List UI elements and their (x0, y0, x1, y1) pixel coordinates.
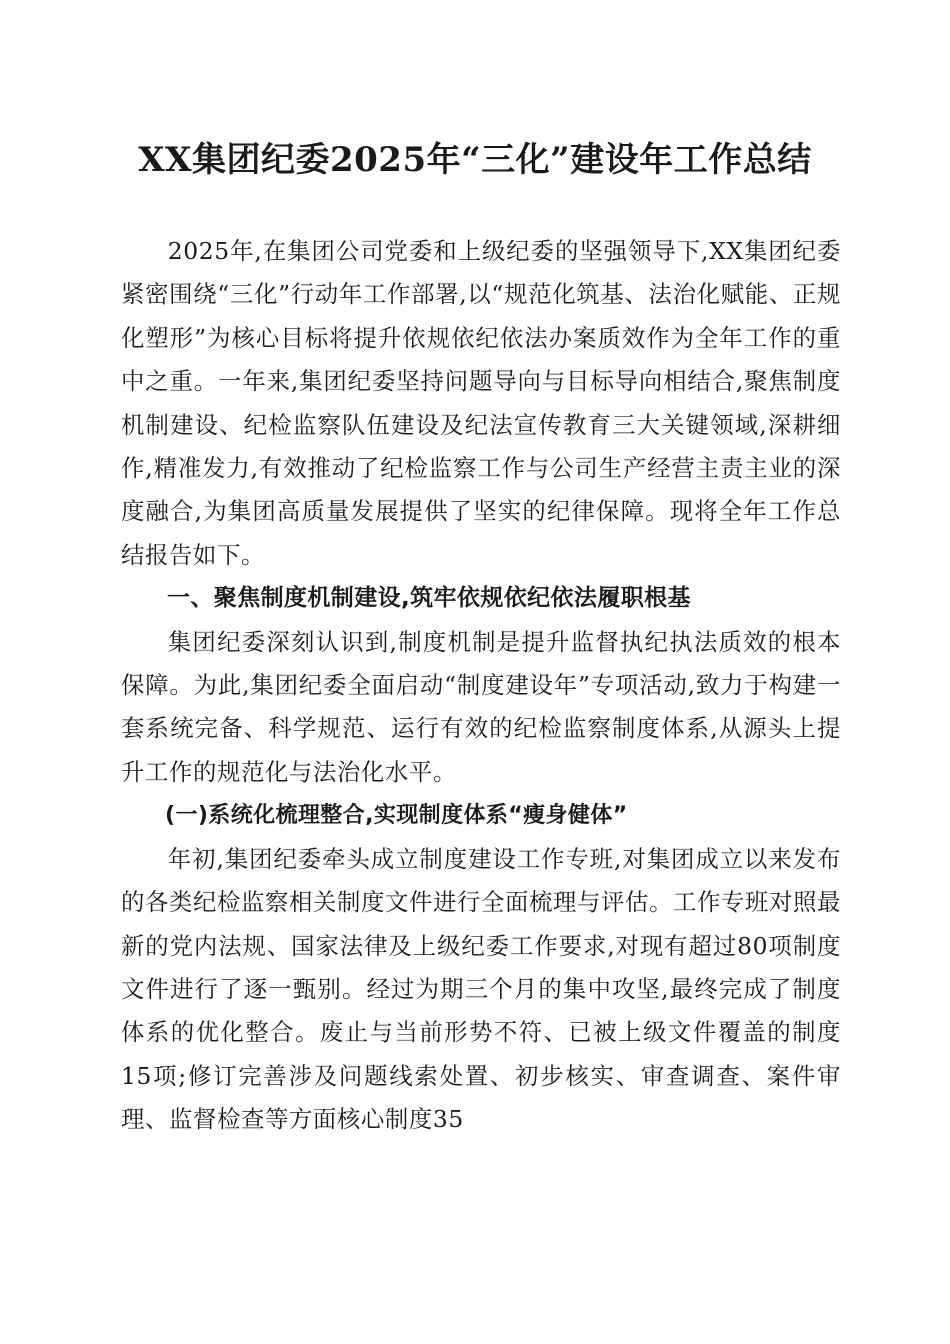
subsection-heading-1: (一)系统化梳理整合,实现制度体系“瘦身健体” (165, 803, 628, 829)
intro-paragraph: 2025年,在集团公司党委和上级纪委的坚强领导下,XX集团纪委紧密围绕“三化”行动年工作部署,以“规范化筑基、法治化赋能、正规化塑形”为核心目标将提升依规依纪依法办案质效作为全年工作的重中之重。一年来,集团纪委坚持问题导向与目标导向相结合,聚焦制度机制建设、纪检监察队伍建设及纪法宣传教育三大关键领域,深耕细作,精准发力,有效推动了纪检监察工作与公司生产经营主责主业的深度融合,为集团高质量发展提供了坚实的纪律保障。现将全年工作总结报告如下。 (121, 237, 841, 569)
document-title: XX集团纪委2025年“三化”建设年工作总结 (138, 140, 812, 180)
section-1-paragraph: 集团纪委深刻认识到,制度机制是提升监督执纪执法质效的根本保障。为此,集团纪委全面启动“制度建设年”专项活动,致力于构建一套系统完备、科学规范、运行有效的纪检监察制度体系,从源头上提升工作的规范化与法治化水平。 (121, 627, 841, 786)
document-body (121, 230, 841, 1142)
section-heading-1: 一、聚焦制度机制建设,筑牢依规依纪依法履职根基 (167, 585, 691, 612)
subsection-1-paragraph: 年初,集团纪委牵头成立制度建设工作专班,对集团成立以来发布的各类纪检监察相关制度文件进行全面梳理与评估。工作专班对照最新的党内法规、国家法律及上级纪委工作要求,对现有超过80项制度文件进行了逐一甄别。经过为期三个月的集中攻坚,最终完成了制度体系的优化整合。废止与当前形势不符、已被上级文件覆盖的制度15项;修订完善涉及问题线索处置、初步核实、审查调查、案件审理、监督检查等方面核心制度35 (121, 844, 841, 1134)
